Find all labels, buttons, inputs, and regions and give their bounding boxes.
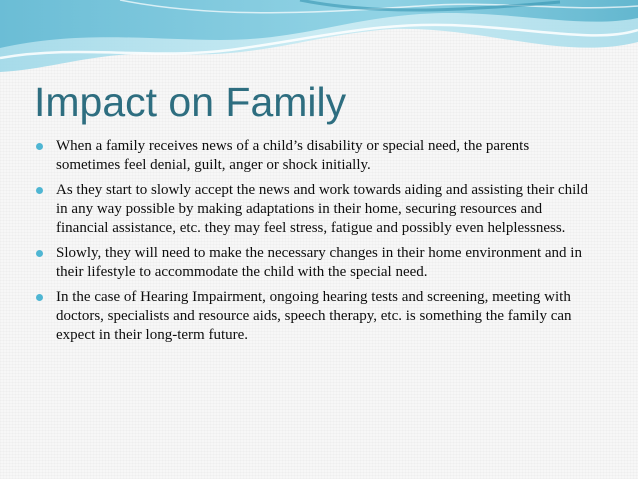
bullet-item <box>36 181 596 238</box>
bullet-text: When a family receives news of a child’s disability or special need, the parents sometimes feel denial, guilt, anger or shock initially. <box>56 138 530 173</box>
bullet-item <box>36 244 596 282</box>
wave-header-decoration <box>0 0 638 80</box>
bullet-item <box>36 137 596 175</box>
bullet-text: As they start to slowly accept the news and work towards aiding and assisting their child in any way possible by making adaptations in their home, securing resources and financial assistance, etc. they may feel stress, fatigue and possibly even helplessness. <box>56 182 588 236</box>
bullet-dot-icon <box>36 143 43 150</box>
slide-title: Impact on Family <box>34 79 347 125</box>
bullet-text: Slowly, they will need to make the necessary changes in their home environment and in their lifestyle to accommodate the child with the special need. <box>56 245 582 280</box>
bullet-dot-icon <box>36 187 43 194</box>
bullet-text: In the case of Hearing Impairment, ongoing hearing tests and screening, meeting with doctors, specialists and resource aids, speech therapy, etc. is something the family can expect in their long-term future. <box>56 289 572 343</box>
bullet-item <box>36 288 596 345</box>
bullet-dot-icon <box>36 294 43 301</box>
bullet-dot-icon <box>36 250 43 257</box>
bullet-list <box>36 137 596 351</box>
